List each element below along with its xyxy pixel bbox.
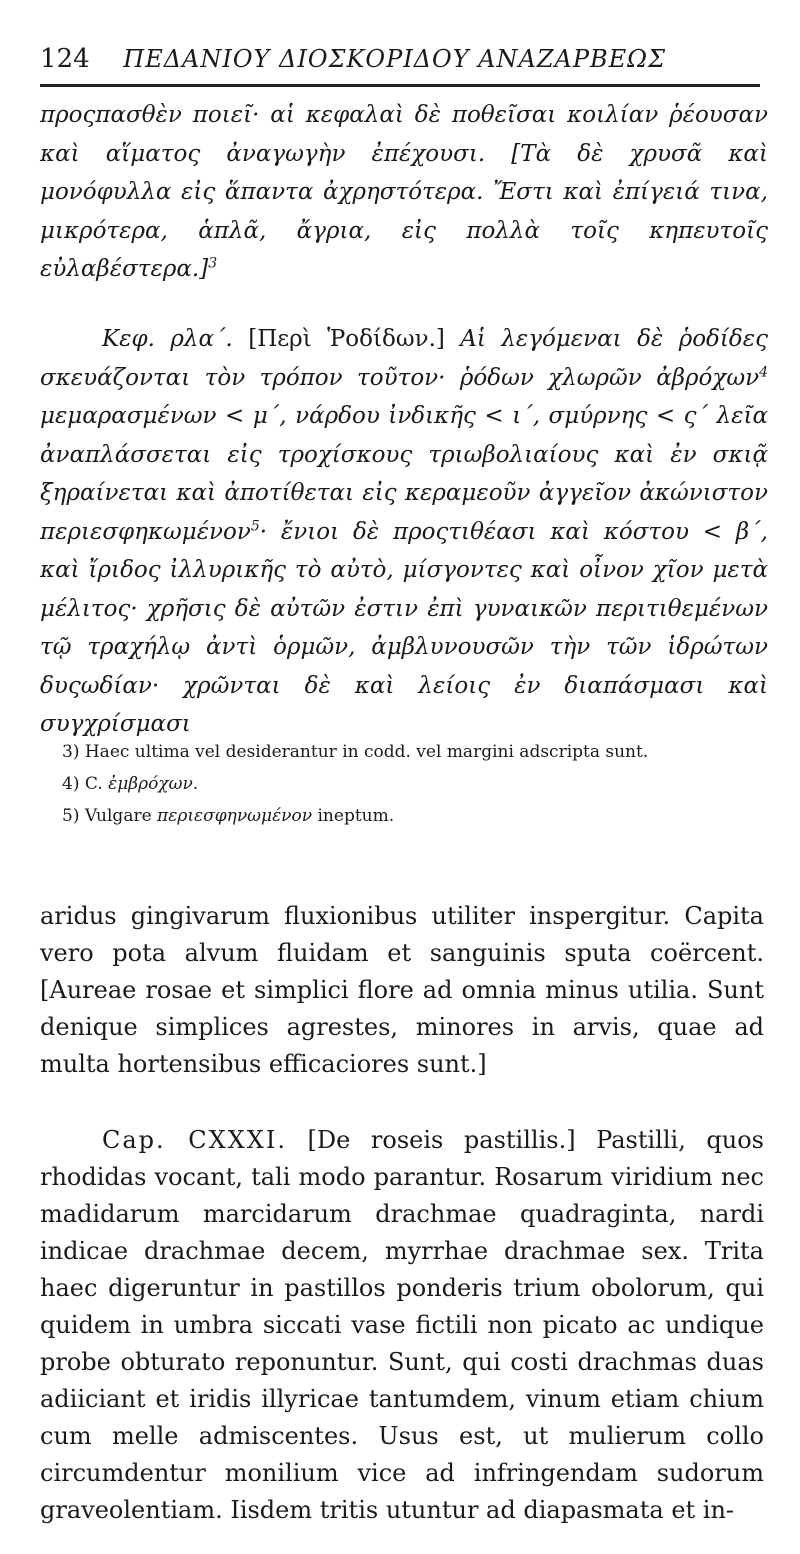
footnote-text-after: ineptum. [317,806,395,826]
page-number: 124 [40,44,90,74]
footnote-5 [62,800,762,832]
greek-paragraph-2 [40,320,768,744]
footnote-ref-4: 4 [759,363,768,380]
greek-text-block-1 [40,96,768,289]
greek-paragraph-2-text-a: Αἱ λεγόμεναι δὲ ῥοδίδες σκευάζονται τὸν τρόπον τοῦτον· ῥόδων χλωρῶν ἀβρόχων [40,326,768,391]
footnote-text: Vulgare [84,806,152,826]
latin-chapter-label: Cap. CXXXI. [102,1126,287,1154]
greek-paragraph-2-text-c: · ἔνιοι δὲ προςτιθέασι καὶ κόστου < β΄, καὶ ἴριδος ἰλλυρικῆς τὸ αὐτὸ, μίσγοντες καὶ οἶνον χῖον μετὰ μέλιτος· χρῆσις δὲ αὐτῶν ἐστιν ἐπὶ γυναικῶν περιτιθεμένων τῷ τραχήλῳ ἀντὶ ὁρμῶν, ἀμβλυνουσῶν τὴν τῶν ἱδρώτων δυςωδίαν· χρῶνται δὲ καὶ λείοις ἐν διαπάσμασι καὶ συγχρίσμασι [40,518,768,737]
footnotes [62,736,762,832]
footnote-greek: περιεσφηνωμένον [157,806,313,826]
footnote-number: 3) [62,742,80,762]
footnote-3 [62,736,762,768]
footnote-4 [62,768,762,800]
latin-paragraph-2-text: Pastilli, quos rhodidas vocant, tali modo parantur. Rosarum viridium nec madidarum marcidarum drachmae quadraginta, nardi indicae drachmae decem, myrrhae drachmae sex. Trita haec digeruntur in pastillos ponderis trium obolorum, qui quidem in umbra siccati vase fictili non picato ac undique probe obturato reponuntur. Sunt, qui costi drachmas duas adiiciant et iridis illyricae tantumdem, vinum etiam chium cum melle admiscentes. Usus est, ut mulierum collo circumdentur monilium vice ad infringendam sudorum graveolentiam. Iisdem tritis utuntur ad diapasmata et in- [40,1126,764,1524]
page-header [40,44,760,74]
greek-paragraph-1 [40,96,768,289]
latin-chapter-title: [De roseis pastillis.] [307,1126,576,1154]
greek-chapter-title: [Περὶ Ῥοδίδων.] [248,326,445,352]
greek-chapter-label: Κεφ. ρλα΄. [102,326,233,352]
greek-paragraph-2-text-b: μεμαρασμένων < μ΄, νάρδου ἰνδικῆς < ι΄, σμύρνης < ς΄ λεῖα ἀναπλάσσεται εἰς τροχίσκους τριωβολιαίους καὶ ἐν σκιᾷ ξηραίνεται καὶ ἀποτίθεται εἰς κεραμεοῦν ἀγγεῖον ἀκώνιστον περιεσφηκωμένον [40,403,768,545]
greek-text-block-2 [40,320,768,744]
footnote-ref-3: 3 [208,255,218,272]
latin-text-block-1 [40,898,764,1083]
footnote-ref-5: 5 [250,517,260,534]
latin-text-block-2 [40,1122,764,1529]
footnote-text: C. [84,774,103,794]
header-rule [40,84,760,87]
footnote-greek: ἐμβρόχων. [108,774,199,794]
running-title: ΠΕΔΑΝΙΟΥ ΔΙΟΣΚΟΡΙΔΟΥ ΑΝΑΖΑΡΒΕΩΣ [123,45,667,73]
footnote-number: 4) [62,774,80,794]
latin-paragraph-1: aridus gingivarum fluxionibus utiliter inspergitur. Capita vero pota alvum fluidam et sanguinis sputa coërcent. [Aureae rosae et simplici flore ad omnia minus utilia. Sunt denique simplices agrestes, minores in arvis, quae ad multa hortensibus efficaciores sunt.] [40,902,764,1078]
greek-paragraph-1-text: προςπασθὲν ποιεῖ· αἱ κεφαλαὶ δὲ ποθεῖσαι κοιλίαν ῥέουσαν καὶ αἵματος ἀναγωγὴν ἐπέχουσι. [Τὰ δὲ χρυσᾶ καὶ μονόφυλλα εἰς ἅπαντα ἀχρηστότερα. Ἔστι καὶ ἐπίγειά τινα, μικρότερα, ἁπλᾶ, ἄγρια, εἰς πολλὰ τοῖς κηπευτοῖς εὐλαβέστερα.] [40,102,768,282]
footnote-number: 5) [62,806,80,826]
latin-paragraph-2 [40,1122,764,1529]
footnote-text: Haec ultima vel desiderantur in codd. vel margini adscripta sunt. [84,742,649,762]
